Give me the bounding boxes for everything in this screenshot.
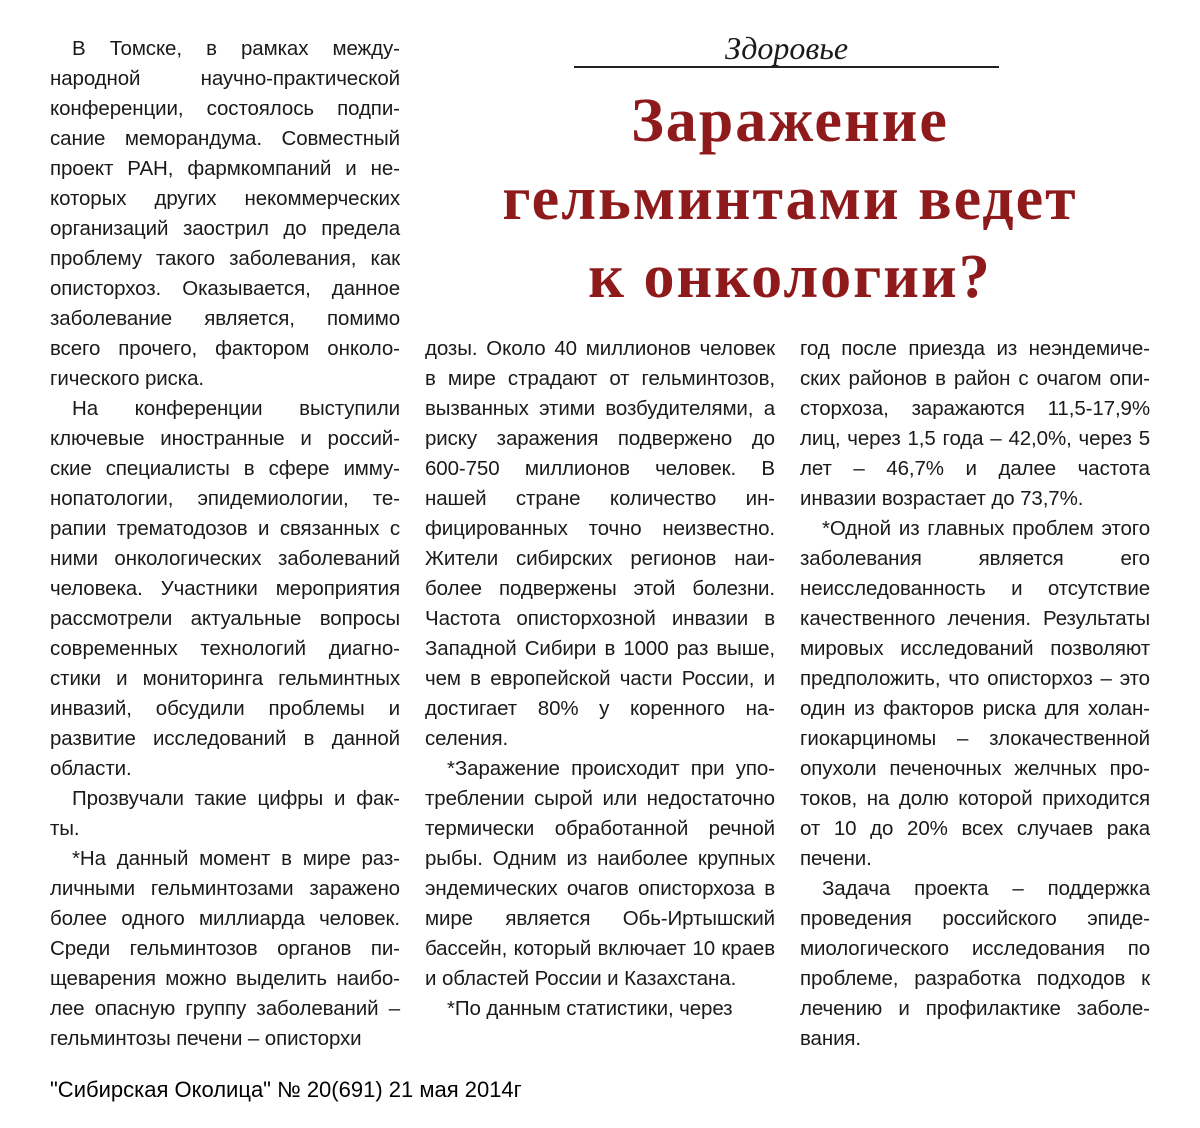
paragraph: Задача проекта – поддержка проведения российского эпидемиологического исследования по проблеме, разработка подходов к лечению и профилактике заболевания. [800, 877, 1150, 1050]
headline-line-2: гельминтами ведет [502, 165, 1078, 233]
paragraph: *На данный момент в мире различными гельминтозами заражено более одного миллиарда человек. Среди гельминтозов органов пищеварения можно выделить наиболее опасную группу заболеваний – гельминтозы печени – описторхи [50, 847, 400, 1050]
paragraph: Прозвучали такие цифры и факты. [50, 787, 400, 840]
headline-line-1: Заражение [631, 87, 949, 155]
paragraph-continued: дозы. Около 40 миллионов человек в мире страдают от гельминтозов, вызванных этими возбудителями, а риску заражения подвержено до 600-750 миллионов человек. В нашей стране количество инфицированных точно неизвестно. Жители сибирских регионов наиболее подвержены этой болезни. Частота описторхозной инвазии в Западной Сибири в 1000 раз выше, чем в европейской части России, и достигает 80% у коренного населения. [425, 337, 775, 750]
text-column-1 [50, 34, 400, 1054]
rubric-label: Здоровье [724, 30, 849, 66]
text-column-3 [800, 334, 1150, 1054]
paragraph: *Одной из главных проблем этого заболевания является его неисследованность и отсутствие качественного лечения. Результаты мировых исследований позволяют предположить, что описторхоз – это один из факторов риска для холангиокарциномы – злокачественной опухоли печеночных желчных протоков, на долю которой приходится от 10 до 20% всех случаев рака печени. [800, 517, 1150, 870]
paragraph: На конференции выступили ключевые иностранные и российские специалисты в сфере иммунопатологии, эпидемиологии, терапии трематодозов и связанных с ними онкологических заболеваний человека. Участники мероприятия рассмотрели актуальные вопросы современных технологий диагностики и мониторинга гельминтных инвазий, обсудили проблемы и развитие исследований в данной области. [50, 397, 400, 780]
paragraph: *Заражение происходит при употреблении сырой или недостаточно термически обработанной речной рыбы. Одним из наиболее крупных эндемических очагов описторхоза в мире является Обь-Иртышский бассейн, который включает 10 краев и областей России и Казахстана. [425, 757, 775, 990]
headline-line-3: к онкологии? [588, 243, 992, 311]
text-column-2 [425, 334, 775, 1024]
paragraph: В Томске, в рамках международной научно-практической конференции, состоялось подписание меморандума. Совместный проект РАН, фармкомпаний и некоторых других некоммерческих организаций заострил до предела проблему такого заболевания, как описторхоз. Оказывается, данное заболевание является, помимо всего прочего, фактором онкологического риска. [50, 37, 400, 390]
paragraph-continued: год после приезда из неэндемических районов в район с очагом описторхоза, заражаются 11,5-17,9% лиц, через 1,5 года – 42,0%, через 5 лет – 46,7% и далее частота инвазии возрастает до 73,7%. [800, 337, 1150, 510]
rubric-divider [574, 66, 999, 68]
paragraph: *По данным статистики, через [447, 997, 733, 1020]
article-headline [430, 82, 1150, 316]
publication-footer: "Сибирская Околица" № 20(691) 21 мая 2014г [50, 1077, 522, 1102]
